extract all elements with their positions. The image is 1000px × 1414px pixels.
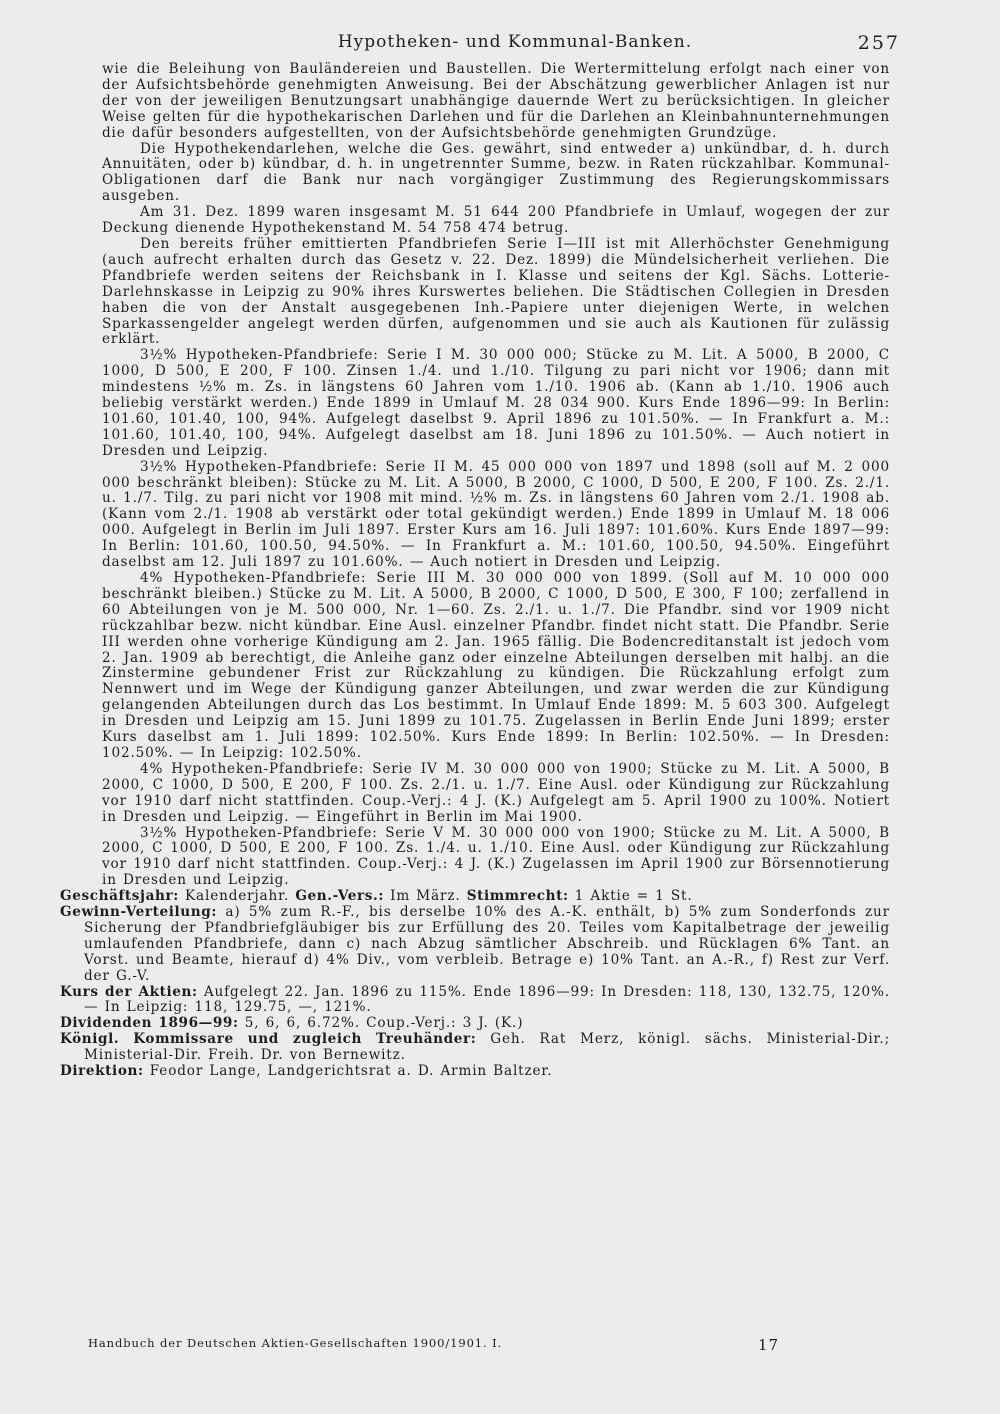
sheet-number: 17 (758, 1336, 779, 1354)
paragraph-serie-4: 4% Hypotheken-Pfandbriefe: Serie IV M. 30 000 000 von 1900; Stücke zu M. Lit. A 5000, B 2000, C 1000, D 500, E 200, F 100. Zs. 2./1. u. 1./7. Eine Ausl. oder Kündigung zur Rückzahlung vor 1910 darf nicht stattfinden. Coup.-Verj.: 4 J. (K.) Aufgelegt am 5. April 1900 zu 100%. Notiert in Dresden und Leipzig. — Eingeführt in Berlin im Mai 1900. (102, 760, 890, 825)
paragraph-hypothekendarlehen: Die Hypothekendarlehen, welche die Ges. gewährt, sind entweder a) unkündbar, d. h. durch Annuitäten, oder b) kündbar, d. h. in ungetrennter Summe, bezw. in Raten rückzahlbar. Kommunal-Obligationen darf die Bank nur nach vorgängiger Zustimmung des Regierungskommissars ausgeben. (102, 140, 890, 205)
page-number: 257 (857, 32, 900, 54)
label-kommissare: Königl. Kommissare und zugleich Treuhänder: (60, 1031, 477, 1048)
paragraph-serie-2: 3½% Hypotheken-Pfandbriefe: Serie II M. 45 000 000 von 1897 und 1898 (soll auf M. 2 000 000 beschränkt bleiben): Stücke zu M. Lit. A 5000, B 2000, C 1000, D 500, E 200, F 100. Zs. 2./1. u. 1./7. Tilg. zu pari nicht vor 1908 mit mind. ½% m. Zs. in längstens 60 Jahren vom 2./1. 1908 ab. (Kann vom 2./1. 1908 ab verstärkt oder total gekündigt werden.) Ende 1899 in Umlauf M. 18 006 000. Aufgelegt in Berlin im Juli 1897. Erster Kurs am 16. Juli 1897: 101.60%. Kurs Ende 1897—99: In Berlin: 101.60, 100.50, 94.50%. — In Frankfurt a. M.: 101.60, 100.50, 94.50%. Eingeführt daselbst am 12. Juli 1897 zu 101.60%. — Auch notiert in Dresden und Leipzig. (102, 458, 890, 571)
paragraph-muendelsicherheit: Den bereits früher emittierten Pfandbriefen Serie I—III ist mit Allerhöchster Genehmigung (auch aufrecht erhalten durch das Gesetz v. 22. Dez. 1899) die Mündelsicherheit verliehen. Die Pfandbriefe werden seitens der Reichsbank in I. Klasse und seitens der Kgl. Sächs. Lotterie-Darlehnskasse in Leipzig zu 90% ihres Kurswertes beliehen. Die Städtischen Collegien in Dresden haben die von der Anstalt ausgegebenen Inh.-Papiere unter diejenigen Werte, in welchen Sparkassengelder angelegt werden dürfen, aufgenommen und sie auch als Kautionen für zulässig erklärt. (102, 235, 890, 348)
text-gewinn-verteilung: a) 5% zum R.-F., bis derselbe 10% des A.-K. enthält, b) 5% zum Sonderfonds zur Sicherung der Pfandbriefgläubiger bis zur Erfüllung des 20. Teiles vom Kapitalbetrage der jeweilig umlaufenden Pfandbriefe, dann c) nach Abzug sämtlicher Abschreib. und Rücklagen 6% Tant. an Vorst. und Beamte, hierauf d) 4% Div., vom verbleib. Betrage e) 10% Tant. an A.-R., f) Rest zur Verf. der G.-V. (84, 904, 891, 984)
label-stimmrecht: Stimmrecht: (466, 888, 569, 905)
label-gen-vers: Gen.-Vers.: (295, 888, 384, 905)
entry-gewinn-verteilung (60, 905, 890, 985)
text-kommissare: Geh. Rat Merz, königl. sächs. Ministerial-Dir.; Ministerial-Dir. Freih. Dr. von Bernewitz. (84, 1031, 890, 1064)
paragraph-serie-1: 3½% Hypotheken-Pfandbriefe: Serie I M. 30 000 000; Stücke zu M. Lit. A 5000, B 2000, C 1000, D 500, E 200, F 100. Zinsen 1./4. und 1./10. Tilgung zu pari nicht vor 1906; dann mit mindestens ½% m. Zs. in längstens 60 Jahren vom 1./10. 1906 ab. (Kann ab 1./10. 1906 auch beliebig verstärkt werden.) Ende 1899 in Umlauf M. 28 034 900. Kurs Ende 1896—99: In Berlin: 101.60, 101.40, 100, 94%. Aufgelegt daselbst 9. April 1896 zu 101.50%. — In Frankfurt a. M.: 101.60, 101.40, 100, 94%. Aufgelegt daselbst am 18. Juni 1896 zu 101.50%. — Auch notiert in Dresden und Leipzig. (102, 347, 890, 459)
label-kurs-der-aktien: Kurs der Aktien: (60, 983, 198, 1000)
label-dividenden: Dividenden 1896—99: (60, 1015, 239, 1032)
footer-source: Handbuch der Deutschen Aktien-Gesellschaften 1900/1901. I. (88, 1336, 503, 1350)
paragraph-serie-3: 4% Hypotheken-Pfandbriefe: Serie III M. 30 000 000 von 1899. (Soll auf M. 10 000 000 beschränkt bleiben.) Stücke zu M. Lit. A 5000, B 2000, C 1000, D 500, E 300, F 100; zerfallend in 60 Abteilungen von je M. 500 000, Nr. 1—60. Zs. 2./1. u. 1./7. Die Pfandbr. sind vor 1909 nicht rückzahlbar bezw. nicht kündbar. Eine Ausl. einzelner Pfandbr. findet nicht statt. Die Pfandbr. Serie III werden ohne vorherige Kündigung am 2. Jan. 1965 fällig. Die Bodencreditanstalt ist jedoch vom 2. Jan. 1909 ab berechtigt, die Anleihe ganz oder einzelne Abteilungen derselben mit halbj. an die Zinstermine gebundener Frist zur Rückzahlung zu kündigen. Die Rückzahlung erfolgt zum Nennwert und im Wege der Kündigung ganzer Abteilungen, und zwar werden die zur Kündigung gelangenden Abteilungen durch das Los bestimmt. In Umlauf Ende 1899: M. 5 603 300. Aufgelegt in Dresden und Leipzig am 15. Juni 1899 zu 101.75. Zugelassen in Berlin Ende Juni 1899; erster Kurs daselbst am 1. Juli 1899: 102.50%. Kurs Ende 1899: In Berlin: 102.50%. — In Dresden: 102.50%. — In Leipzig: 102.50%. (102, 570, 890, 761)
text-kurs-der-aktien: Aufgelegt 22. Jan. 1896 zu 115%. Ende 1896—99: In Dresden: 118, 130, 132.75, 120%. — In Leipzig: 118, 129.75, —, 121%. (84, 983, 890, 1016)
entry-direktion (60, 1064, 890, 1080)
label-direktion: Direktion: (60, 1063, 144, 1080)
entry-kurs-der-aktien (60, 985, 890, 1017)
entry-kommissare (60, 1032, 890, 1064)
text-gen-vers: Im März. (390, 888, 461, 905)
label-gewinn-verteilung: Gewinn-Verteilung: (60, 904, 217, 921)
paragraph-pfandbriefe-umlauf: Am 31. Dez. 1899 waren insgesamt M. 51 644 200 Pfandbriefe in Umlauf, wogegen der zur Deckung dienende Hypothekenstand M. 54 758 474 betrug. (102, 204, 890, 237)
entry-geschaeftsjahr (60, 889, 890, 905)
text-geschaeftsjahr: Kalenderjahr. (185, 888, 290, 905)
page-footer (88, 1336, 788, 1354)
text-dividenden: 5, 6, 6, 6.72%. Coup.-Verj.: 3 J. (K.) (244, 1015, 524, 1032)
body-text (60, 62, 890, 1080)
label-geschaeftsjahr: Geschäftsjahr: (60, 888, 179, 905)
continuation-block (60, 62, 890, 889)
text-direktion: Feodor Lange, Landgerichtsrat a. D. Armin Baltzer. (149, 1063, 553, 1080)
text-stimmrecht: 1 Aktie = 1 St. (574, 888, 693, 905)
running-head-title: Hypotheken- und Kommunal-Banken. (337, 32, 693, 52)
running-head (60, 32, 900, 62)
entry-dividenden (60, 1016, 890, 1032)
paragraph-serie-5: 3½% Hypotheken-Pfandbriefe: Serie V M. 30 000 000 von 1900; Stücke zu M. Lit. A 5000, B 2000, C 1000, D 500, E 200, F 100. Zs. 1./4. u. 1./10. Eine Ausl. oder Kündigung zur Rückzahlung vor 1910 darf nicht stattfinden. Coup.-Verj.: 4 J. (K.) Zugelassen im April 1900 zur Börsennotierung in Dresden und Leipzig. (102, 824, 890, 889)
paragraph-continuation: wie die Beleihung von Bauländereien und Baustellen. Die Wertermittelung erfolgt nach einer von der Aufsichtsbehörde genehmigten Anweisung. Bei der Abschätzung gewerblicher Anlagen ist nur der von der jeweiligen Benutzungsart unabhängige dauernde Wert zu berücksichtigen. In gleicher Weise gelten für die hypothekarischen Darlehen und für die Darlehen an Kleinbahnunternehmungen die dafür besonders aufgestellten, von der Aufsichtsbehörde genehmigten Grundzüge. (102, 61, 890, 141)
